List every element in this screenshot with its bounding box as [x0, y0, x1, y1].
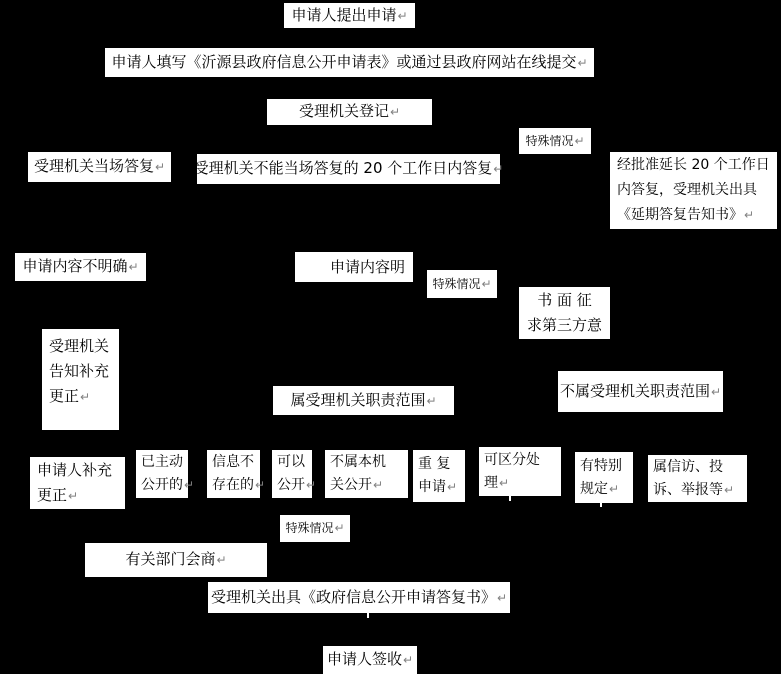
- flow-box-text: 关公开: [330, 477, 372, 493]
- flow-box-not-this-agency: [325, 450, 408, 498]
- paragraph-mark-icon: ↵: [68, 488, 79, 503]
- flow-box-special-case-1: [519, 128, 591, 154]
- flow-box-text: 不属受理机关职责范围: [559, 381, 710, 400]
- flow-box-not-exist: [207, 450, 266, 498]
- flow-box-text: 申请人提出申请: [291, 5, 397, 24]
- paragraph-mark-icon: ↵: [154, 160, 166, 174]
- paragraph-mark-icon: ↵: [744, 208, 755, 222]
- flow-box-text: 内答复，受理机关出具: [617, 182, 757, 198]
- flow-box-text: 理: [484, 474, 498, 491]
- flow-box-special-case-2: [427, 270, 497, 298]
- paragraph-mark-icon: ↵: [609, 481, 620, 496]
- flow-box-unclear-content: [15, 253, 146, 281]
- connector-stub: [367, 613, 369, 618]
- flow-box-text: 受理机关: [49, 337, 110, 355]
- flow-box-text: 经批准延长 20 个工作日: [617, 157, 770, 173]
- paragraph-mark-icon: ↵: [389, 105, 401, 119]
- flow-box-separable: [479, 447, 561, 496]
- flow-box-text: 有关部门会商: [125, 550, 216, 568]
- flow-box-text: 特殊情况: [525, 133, 574, 148]
- flow-box-text: 书 面 征: [537, 291, 592, 309]
- flow-box-apply: [284, 3, 415, 28]
- flow-box-text: 特殊情况: [285, 521, 334, 535]
- flow-box-applicant-supplement: [30, 457, 125, 509]
- paragraph-mark-icon: ↵: [574, 133, 585, 148]
- flow-box-third-party: [519, 287, 610, 339]
- paragraph-mark-icon: ↵: [724, 482, 735, 497]
- flow-box-text: 申请: [418, 479, 446, 495]
- paragraph-mark-icon: ↵: [447, 480, 458, 494]
- flow-box-text: 《延期答复告知书》: [617, 207, 743, 223]
- flow-box-text: 诉、举报等: [653, 481, 723, 498]
- flow-box-text: 可以: [277, 454, 305, 470]
- flow-box-repeat-apply: [413, 450, 465, 502]
- flow-box-outside-scope: [558, 371, 723, 412]
- paragraph-mark-icon: ↵: [499, 475, 510, 490]
- paragraph-mark-icon: ↵: [397, 8, 408, 23]
- flow-box-text: 更正: [37, 485, 68, 504]
- paragraph-mark-icon: ↵: [426, 393, 437, 408]
- paragraph-mark-icon: ↵: [493, 162, 504, 176]
- paragraph-mark-icon: ↵: [334, 521, 345, 535]
- flow-box-text: 重 复: [418, 456, 451, 472]
- flow-box-text: 规定: [580, 480, 608, 497]
- paragraph-mark-icon: ↵: [306, 478, 317, 492]
- flow-box-petition: [648, 455, 747, 502]
- flow-box-text: 更正: [49, 387, 80, 405]
- flow-box-clear-content: [295, 252, 413, 282]
- flow-box-text: 受理机关出具《政府信息公开申请答复书》: [210, 587, 496, 606]
- flow-box-consult: [85, 543, 267, 577]
- paragraph-mark-icon: ↵: [216, 553, 227, 567]
- flow-box-text: 受理机关当场答复: [33, 157, 154, 175]
- flow-box-text: 申请内容不明确: [22, 257, 128, 275]
- flow-box-reply-letter: [208, 582, 510, 613]
- flow-box-20days-reply: [193, 154, 504, 184]
- paragraph-mark-icon: ↵: [496, 590, 508, 605]
- flow-box-notify-supplement: [42, 329, 119, 430]
- paragraph-mark-icon: ↵: [402, 653, 414, 667]
- paragraph-mark-icon: ↵: [481, 276, 492, 291]
- flow-box-onspot-reply: [28, 152, 171, 182]
- flow-box-text: 告知补充: [49, 362, 110, 380]
- flow-box-register: [267, 99, 432, 125]
- flow-box-text: 申请人签收: [326, 650, 402, 668]
- connector-stub: [600, 500, 602, 507]
- flow-box-text: 可区分处: [484, 451, 540, 468]
- flow-box-text: 申请人填写《沂源县政府信息公开申请表》或通过县政府网站在线提交: [111, 52, 577, 71]
- flow-box-special-provision: [575, 452, 633, 503]
- flow-box-extend-reply: [610, 152, 777, 229]
- paragraph-mark-icon: ↵: [373, 478, 384, 492]
- flow-box-text: 求第三方意: [526, 316, 602, 334]
- flow-box-text: 存在的: [212, 477, 254, 493]
- flow-box-text: 已主动: [141, 454, 183, 470]
- flow-box-text: 受理机关不能当场答复的 20 个工作日内答复: [193, 159, 493, 177]
- connector-stub: [509, 496, 511, 501]
- paragraph-mark-icon: ↵: [184, 478, 195, 492]
- flow-box-text: 特殊情况: [432, 276, 481, 291]
- paragraph-mark-icon: ↵: [80, 390, 91, 404]
- flow-box-special-case-3: [280, 515, 350, 542]
- flow-box-text: 申请内容明: [329, 257, 405, 276]
- flow-box-within-scope: [273, 386, 454, 415]
- flow-box-text: 属信访、投: [653, 458, 723, 475]
- paragraph-mark-icon: ↵: [710, 384, 722, 399]
- paragraph-mark-icon: ↵: [577, 55, 588, 70]
- flow-box-already-public: [136, 450, 195, 498]
- flow-box-text: 公开的: [141, 477, 183, 493]
- flow-box-text: 有特别: [580, 457, 622, 474]
- paragraph-mark-icon: ↵: [255, 478, 266, 492]
- flow-box-sign-receipt: [323, 646, 417, 674]
- flow-box-fill-form: [105, 48, 594, 77]
- flow-box-text: 申请人补充: [37, 460, 113, 479]
- paragraph-mark-icon: ↵: [128, 260, 139, 274]
- flow-box-text: 属受理机关职责范围: [290, 390, 426, 409]
- flow-box-text: 不属本机: [330, 454, 386, 470]
- flow-box-text: 公开: [277, 477, 305, 493]
- flow-box-text: 受理机关登记: [298, 102, 389, 120]
- flow-box-can-public: [272, 450, 317, 498]
- flow-box-text: 信息不: [212, 454, 254, 470]
